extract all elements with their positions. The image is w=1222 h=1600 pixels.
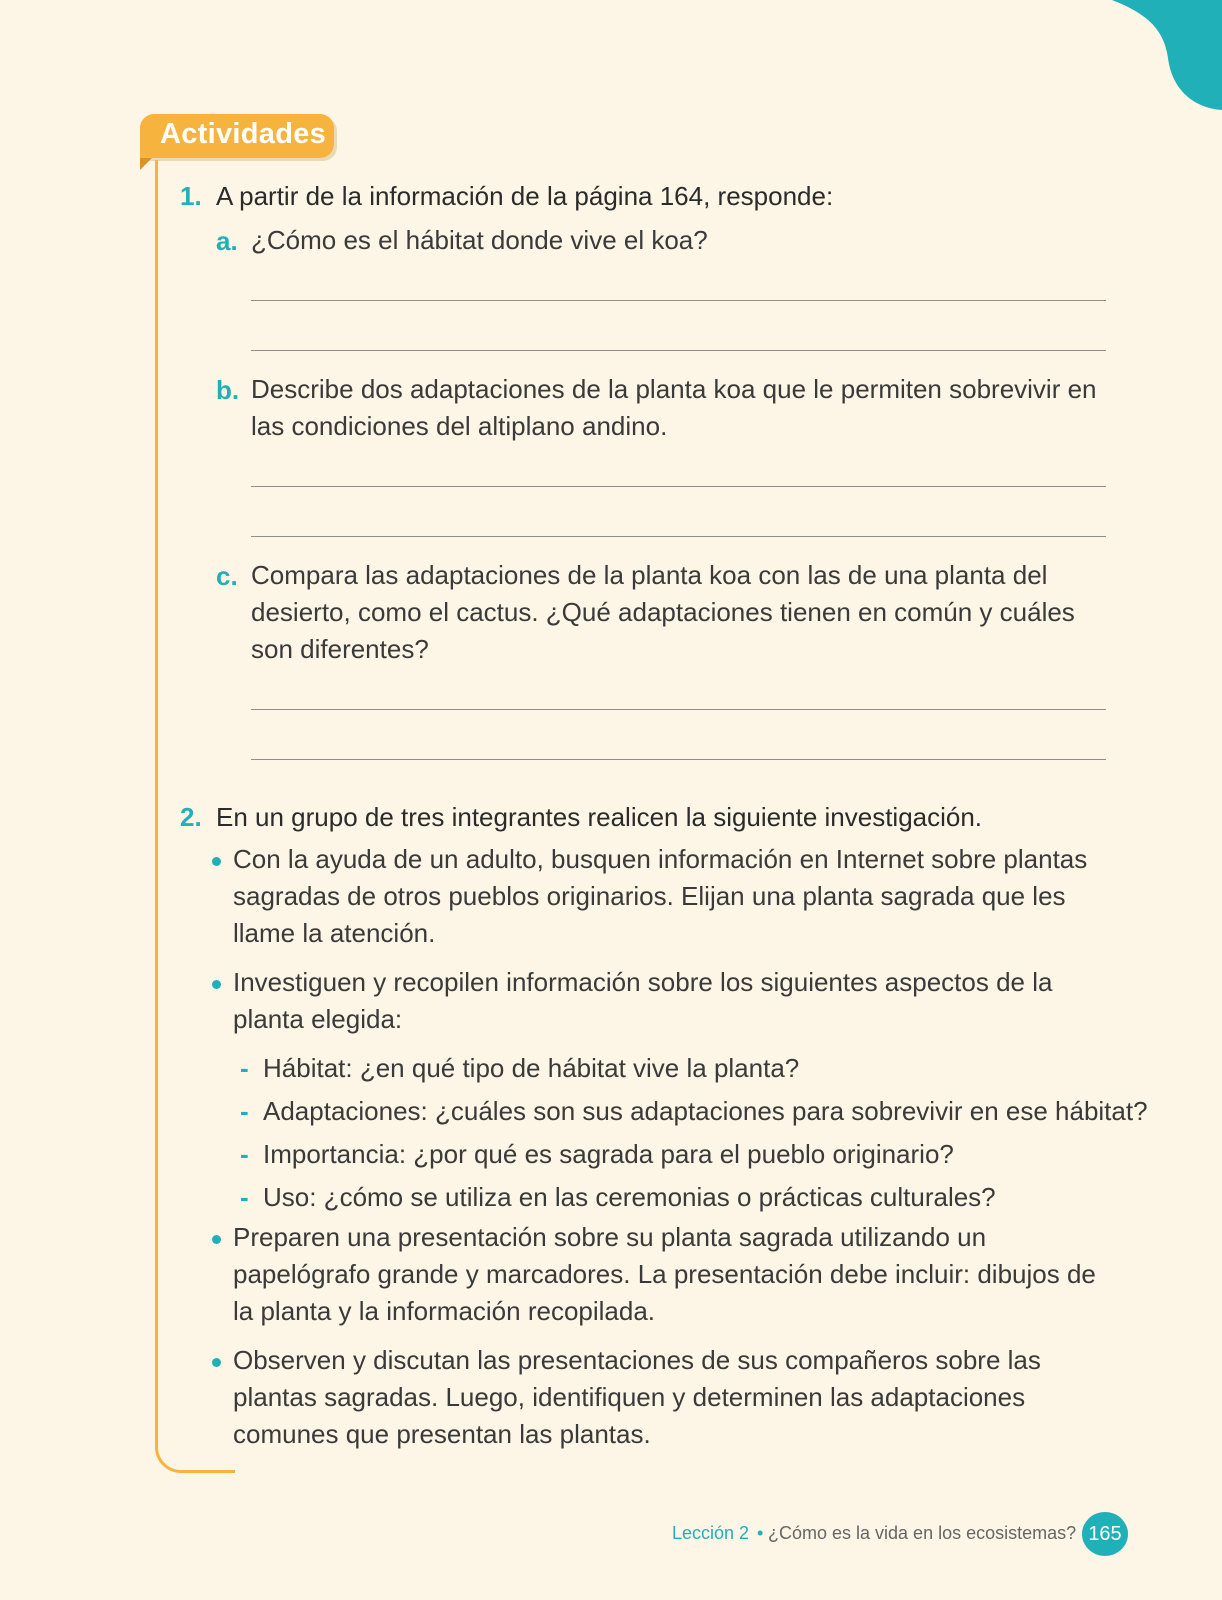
subquestion-text: ¿Cómo es el hábitat donde vive el koa? (251, 225, 708, 255)
bullet-icon (212, 1235, 221, 1244)
sub-list-item: Adaptaciones: ¿cuáles son sus adaptaciones para sobrevivir en ese hábitat? (263, 1096, 1148, 1126)
answer-line[interactable] (251, 709, 1106, 710)
bullet-icon (212, 1358, 221, 1367)
sub-list-item: Importancia: ¿por qué es sagrada para el pueblo originario? (263, 1139, 954, 1169)
subquestion-letter: a. (216, 226, 238, 256)
subquestion-text: Describe dos adaptaciones de la planta koa que le permiten sobrevivir en las condiciones del altiplano andino. (251, 374, 1097, 441)
question-title: A partir de la información de la página 164, responde: (216, 181, 834, 211)
dash-icon: - (240, 1096, 249, 1126)
answer-line[interactable] (251, 759, 1106, 760)
list-item: Investiguen y recopilen información sobre los siguientes aspectos de la planta elegida: (233, 967, 1053, 1034)
footer-lesson-title: ¿Cómo es la vida en los ecosistemas? (768, 1523, 1077, 1543)
sub-list-item: Uso: ¿cómo se utiliza en las ceremonias o prácticas culturales? (263, 1182, 996, 1212)
subquestion-letter: c. (216, 561, 238, 591)
footer-separator: • (757, 1523, 764, 1543)
page-number: 165 (1082, 1512, 1128, 1556)
subquestion-letter: b. (216, 375, 240, 405)
dash-icon: - (240, 1053, 249, 1083)
bullet-icon (212, 857, 221, 866)
list-item: Preparen una presentación sobre su planta sagrada utilizando un papelógrafo grande y marcadores. La presentación debe incluir: dibujos de la planta y la información recopilada. (233, 1222, 1096, 1326)
question-title: En un grupo de tres integrantes realicen la siguiente investigación. (216, 802, 983, 832)
question-number: 1. (180, 181, 202, 211)
bullet-icon (212, 980, 221, 989)
answer-line[interactable] (251, 350, 1106, 351)
dash-icon: - (240, 1139, 249, 1169)
list-item: Con la ayuda de un adulto, busquen información en Internet sobre plantas sagradas de otros pueblos originarios. Elijan una planta sagrada que les llame la atención. (233, 844, 1088, 948)
question-number: 2. (180, 802, 202, 832)
activities-title: Actividades (160, 118, 327, 150)
tab-fold (140, 158, 152, 170)
list-item: Observen y discutan las presentaciones de sus compañeros sobre las plantas sagradas. Luego, identifiquen y determinen las adaptaciones comunes que presentan las plantas. (233, 1345, 1041, 1449)
corner-decoration (1112, 0, 1222, 120)
answer-line[interactable] (251, 536, 1106, 537)
dash-icon: - (240, 1182, 249, 1212)
sub-list-item: Hábitat: ¿en qué tipo de hábitat vive la planta? (263, 1053, 800, 1083)
answer-line[interactable] (251, 486, 1106, 487)
footer-lesson: Lección 2 (672, 1523, 750, 1543)
subquestion-text: Compara las adaptaciones de la planta koa con las de una planta del desierto, como el cactus. ¿Qué adaptaciones tienen en común y cuáles son diferentes? (251, 560, 1075, 664)
answer-line[interactable] (251, 300, 1106, 301)
